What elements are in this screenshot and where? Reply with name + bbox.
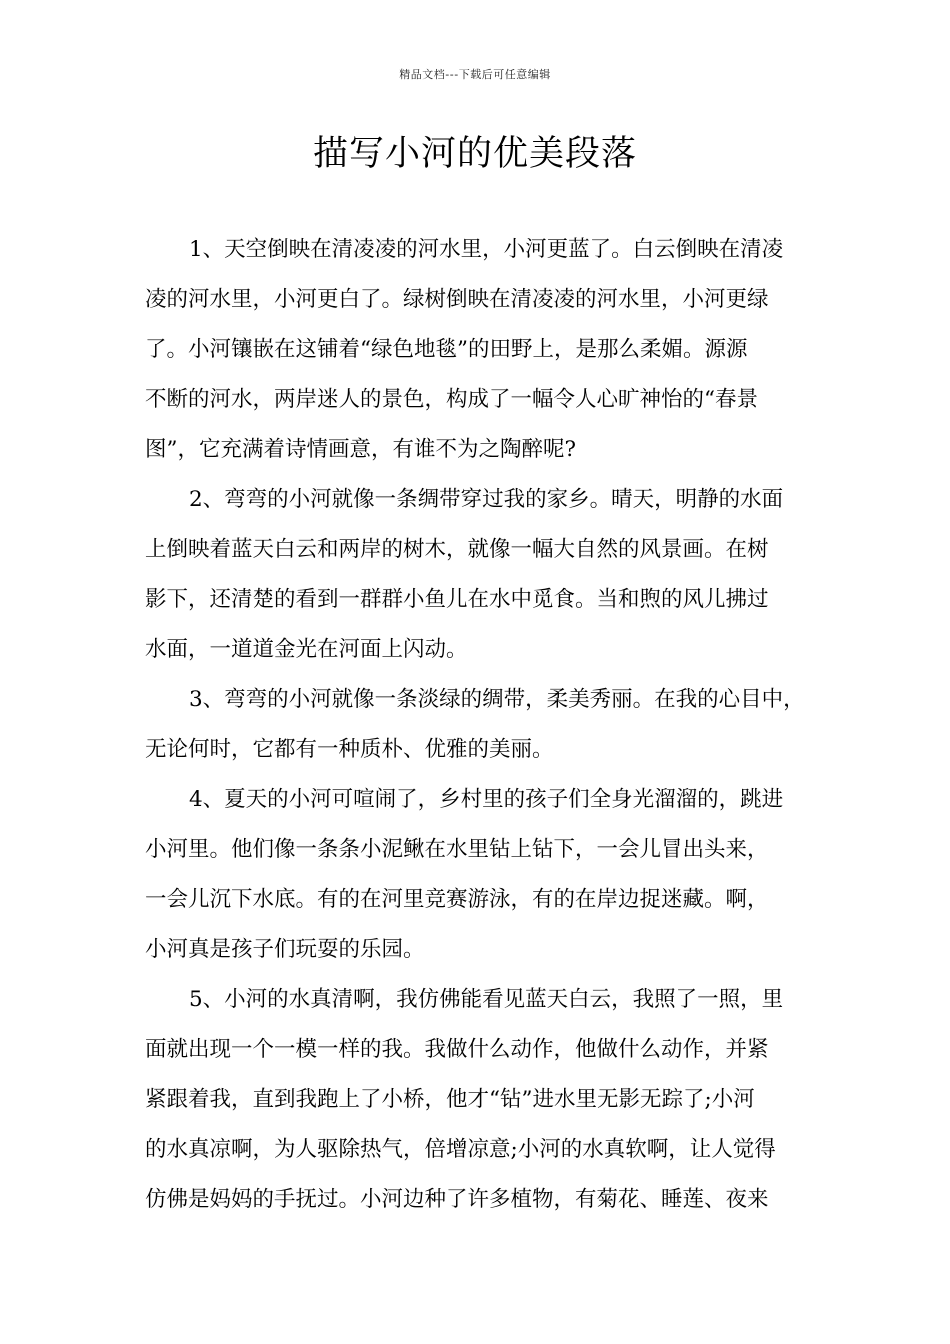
text-line: 小河真是孩子们玩耍的乐园。 [145, 937, 425, 962]
text-line: 的水真凉啊，为人驱除热气，倍增凉意;小河的水真软啊，让人觉得 [145, 1137, 776, 1162]
text-line: 了。小河镶嵌在这铺着“绿色地毯”的田野上，是那么柔媚。源源 [145, 337, 748, 362]
text-line: 紧跟着我，直到我跑上了小桥，他才“钻”进水里无影无踪了;小河 [145, 1087, 755, 1112]
text-line: 无论何时，它都有一种质朴、优雅的美丽。 [145, 737, 554, 762]
text-line: 一会儿沉下水底。有的在河里竞赛游泳，有的在岸边捉迷藏。啊， [145, 887, 769, 912]
text-line: 不断的河水，两岸迷人的景色，构成了一幅令人心旷神怡的“春景 [145, 387, 758, 412]
text-line: 4、夏天的小河可喧闹了，乡村里的孩子们全身光溜溜的，跳进 [189, 787, 784, 812]
text-line: 3、弯弯的小河就像一条淡绿的绸带，柔美秀丽。在我的心目中， [189, 687, 805, 712]
page-title: 描写小河的优美段落 [312, 134, 637, 174]
text-line: 水面，一道道金光在河面上闪动。 [145, 637, 468, 662]
text-line: 1、天空倒映在清凌凌的河水里，小河更蓝了。白云倒映在清凌 [189, 237, 784, 262]
header-note: 精品文档---下载后可任意编辑 [399, 68, 551, 81]
text-line: 图”，它充满着诗情画意，有谁不为之陶醉呢? [145, 437, 577, 462]
text-line: 面就出现一个一模一样的我。我做什么动作，他做什么动作，并紧 [145, 1037, 769, 1062]
text-line: 仿佛是妈妈的手抚过。小河边种了许多植物，有菊花、睡莲、夜来 [145, 1187, 769, 1212]
text-line: 影下，还清楚的看到一群群小鱼儿在水中觅食。当和煦的风儿拂过 [145, 587, 769, 612]
text-line: 小河里。他们像一条条小泥鳅在水里钻上钻下，一会儿冒出头来， [145, 837, 769, 862]
text-line: 2、弯弯的小河就像一条绸带穿过我的家乡。晴天，明静的水面 [189, 487, 784, 512]
text-line: 上倒映着蓝天白云和两岸的树木，就像一幅大自然的风景画。在树 [145, 537, 769, 562]
text-line: 5、小河的水真清啊，我仿佛能看见蓝天白云，我照了一照，里 [189, 987, 784, 1012]
text-line: 凌的河水里，小河更白了。绿树倒映在清凌凌的河水里，小河更绿 [145, 287, 769, 312]
